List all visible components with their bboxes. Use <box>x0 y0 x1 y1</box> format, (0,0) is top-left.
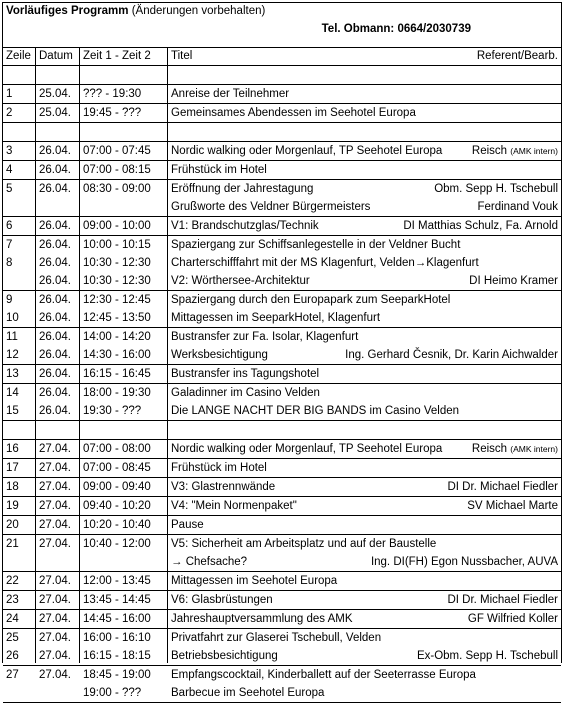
cell-zeit <box>83 591 151 609</box>
cell-zeit-line: 16:15 - 16:45 <box>83 368 151 380</box>
cell-referent-line: DI Dr. Michael Fiedler <box>447 594 558 606</box>
table-row <box>3 217 561 236</box>
cell-zeit <box>83 236 151 290</box>
referent-name: Reisch <box>471 443 511 455</box>
cell-titel <box>171 217 319 235</box>
cell-titel-line: Mittagessen im Seehotel Europa <box>171 575 338 587</box>
cell-datum-line: 26.04. <box>39 275 71 287</box>
cell-zeile-line: 8 <box>6 257 13 269</box>
table-row <box>3 384 561 421</box>
cell-zeit <box>83 666 151 702</box>
cell-zeit <box>83 629 151 665</box>
cell-zeile-line: 1 <box>6 88 13 100</box>
cell-titel-line: V5: Sicherheit am Arbeitsplatz und auf der Baustelle <box>171 538 437 550</box>
cell-titel <box>171 591 273 609</box>
cell-zeit <box>83 497 151 515</box>
cell-referent <box>417 629 558 665</box>
cell-zeit-line: 14:00 - 14:20 <box>83 331 151 343</box>
cell-zeile-line: 10 <box>6 312 19 324</box>
cell-zeile-line: 9 <box>6 294 13 306</box>
cell-zeile-line: 14 <box>6 387 19 399</box>
cell-titel-line: → Chefsache? <box>171 556 248 568</box>
cell-zeit-line: 07:00 - 07:45 <box>83 145 151 157</box>
cell-zeit <box>83 142 151 160</box>
cell-referent-line: Ing. Gerhard Česnik, Dr. Karin Aichwalder <box>345 349 558 361</box>
cell-zeit-line: 10:30 - 12:30 <box>83 275 151 287</box>
table-row <box>3 516 561 535</box>
cell-titel-line: V1: Brandschutzglas/Technik <box>171 220 319 232</box>
cell-titel-line: V6: Glasbrüstungen <box>171 594 273 606</box>
cell-zeit-line: 19:30 - ??? <box>83 405 142 417</box>
cell-zeit-line: 10:00 - 10:15 <box>83 239 151 251</box>
cell-zeit-line: 07:00 - 08:15 <box>83 164 151 176</box>
cell-referent-line <box>472 440 558 458</box>
cell-zeit <box>83 535 151 571</box>
cell-zeit <box>83 610 151 628</box>
cell-zeile <box>6 180 12 216</box>
referent-note: (AMK intern) <box>510 146 558 156</box>
program-title <box>6 5 265 17</box>
cell-referent-line: SV Michael Marte <box>467 500 558 512</box>
table-row <box>3 629 561 666</box>
cell-datum-line: 27.04. <box>39 538 71 550</box>
cell-titel-line: Nordic walking oder Morgenlauf, TP Seehotel Europa <box>171 443 443 455</box>
cell-datum <box>39 291 71 327</box>
cell-zeit <box>83 180 151 216</box>
cell-zeile <box>6 516 19 534</box>
cell-titel <box>171 104 416 122</box>
cell-titel <box>171 142 442 160</box>
cell-zeile-line: 3 <box>6 145 13 157</box>
cell-datum <box>39 217 71 235</box>
cell-zeile <box>6 478 19 496</box>
program-table <box>2 2 562 699</box>
cell-zeit <box>83 459 151 477</box>
cell-datum <box>39 142 71 160</box>
cell-titel-line: Bustransfer ins Tagungshotel <box>171 368 320 380</box>
cell-zeile-line: 22 <box>6 575 19 587</box>
cell-datum <box>39 666 71 702</box>
cell-datum <box>39 180 71 216</box>
cell-zeile <box>6 629 19 665</box>
program-title-note: (Änderungen vorbehalten) <box>128 5 266 17</box>
table-row <box>3 421 561 440</box>
table-row <box>3 440 561 459</box>
cell-titel-line: Pause <box>171 519 204 531</box>
cell-zeile <box>6 572 19 590</box>
cell-titel-line: Empfangscocktail, Kinderballett auf der Seeterrasse Europa <box>171 669 476 681</box>
cell-datum-line: 25.04. <box>39 88 71 100</box>
cell-titel <box>171 629 381 665</box>
cell-datum <box>39 236 71 290</box>
cell-zeile <box>6 459 19 477</box>
cell-zeile <box>6 161 12 179</box>
cell-datum <box>39 516 71 534</box>
cell-zeile-line: 11 <box>6 331 18 343</box>
cell-datum-line: 26.04. <box>39 331 71 343</box>
cell-referent-line: DI Dr. Michael Fiedler <box>447 481 558 493</box>
cell-datum-line: 27.04. <box>39 500 71 512</box>
cell-zeit-line: 09:00 - 09:40 <box>83 481 151 493</box>
cell-titel-line: Frühstück im Hotel <box>171 462 267 474</box>
cell-zeile <box>6 291 19 327</box>
col-header-zeit <box>83 47 151 65</box>
cell-titel <box>171 610 353 628</box>
table-row <box>3 591 561 610</box>
cell-zeit-line: 08:30 - 09:00 <box>83 183 151 195</box>
cell-titel <box>171 236 479 290</box>
cell-zeit <box>83 365 151 383</box>
cell-datum <box>39 85 71 103</box>
cell-referent <box>469 236 558 290</box>
table-header <box>3 3 561 48</box>
col-header-titel-text: Titel <box>171 50 193 62</box>
cell-datum-line: 26.04. <box>39 220 71 232</box>
cell-datum-line: 27.04. <box>39 613 71 625</box>
cell-zeit-line: 19:00 - ??? <box>83 687 142 699</box>
cell-datum <box>39 629 71 665</box>
cell-zeile <box>6 535 19 571</box>
cell-zeile <box>6 610 19 628</box>
cell-titel-line: Charterschifffahrt mit der MS Klagenfurt, Velden→Klagenfurt <box>171 257 479 269</box>
col-header-referent-text: Referent/Bearb. <box>476 50 558 62</box>
cell-zeit <box>83 478 151 496</box>
cell-datum-line: 26.04. <box>39 239 71 251</box>
cell-zeit-line: 10:20 - 10:40 <box>83 519 151 531</box>
cell-zeit <box>83 440 151 458</box>
cell-referent-line: Ferdinand Vouk <box>477 201 558 213</box>
cell-titel-line: Eröffnung der Jahrestagung <box>171 183 314 195</box>
col-header-titel <box>171 47 192 65</box>
cell-titel-line: V3: Glastrennwände <box>171 481 276 493</box>
cell-datum-line: 27.04. <box>39 594 71 606</box>
table-row <box>3 236 561 291</box>
cell-titel-line: Betriebsbesichtigung <box>171 650 278 662</box>
cell-zeile-line: 17 <box>6 462 19 474</box>
cell-zeit <box>83 516 151 534</box>
cell-datum <box>39 384 71 420</box>
cell-zeile-line: 18 <box>6 481 19 493</box>
cell-referent-line: DI Heimo Kramer <box>469 275 558 287</box>
cell-titel <box>171 459 267 477</box>
cell-titel <box>171 180 370 216</box>
cell-zeit <box>83 328 151 364</box>
cell-datum-line: 27.04. <box>39 632 71 644</box>
cell-referent-line: DI Matthias Schulz, Fa. Arnold <box>403 220 558 232</box>
cell-zeile <box>6 591 19 609</box>
cell-datum-line: 27.04. <box>39 650 71 662</box>
cell-referent-line <box>371 535 558 553</box>
table-row <box>3 365 561 384</box>
cell-datum <box>39 440 71 458</box>
cell-datum <box>39 572 71 590</box>
table-row <box>3 291 561 328</box>
cell-titel <box>171 291 450 327</box>
table-row <box>3 497 561 516</box>
cell-datum <box>39 104 71 122</box>
cell-datum <box>39 535 71 571</box>
cell-titel <box>171 516 204 534</box>
cell-datum-line: 26.04. <box>39 257 71 269</box>
cell-zeit-line: ??? - 19:30 <box>83 88 142 100</box>
table-row <box>3 66 561 85</box>
cell-titel-line: Anreise der Teilnehmer <box>171 88 290 100</box>
cell-zeit-line: 14:45 - 16:00 <box>83 613 151 625</box>
cell-zeit-line: 18:45 - 19:00 <box>83 669 151 681</box>
cell-datum <box>39 459 71 477</box>
cell-zeit-line: 16:15 - 18:15 <box>83 650 151 662</box>
cell-titel-line: Frühstück im Hotel <box>171 164 267 176</box>
cell-datum-line: 26.04. <box>39 349 71 361</box>
cell-zeit-line: 13:45 - 14:45 <box>83 594 151 606</box>
cell-zeile <box>6 236 12 290</box>
table-row <box>3 666 561 703</box>
cell-zeit <box>83 104 141 122</box>
cell-titel-line: Gemeinsames Abendessen im Seehotel Europa <box>171 107 416 119</box>
cell-referent <box>472 142 558 160</box>
cell-datum <box>39 591 71 609</box>
cell-zeile-line: 27 <box>6 669 19 681</box>
cell-zeile <box>6 440 19 458</box>
cell-zeit <box>83 85 141 103</box>
table-row <box>3 161 561 180</box>
cell-titel <box>171 666 476 702</box>
col-header-datum <box>39 47 73 65</box>
referent-note: (AMK intern) <box>510 444 558 454</box>
cell-referent-line <box>469 254 558 272</box>
cell-titel-line: Werksbesichtigung <box>171 349 268 361</box>
cell-zeit-line: 10:30 - 12:30 <box>83 257 151 269</box>
cell-referent-line: Ing. DI(FH) Egon Nussbacher, AUVA <box>370 556 558 568</box>
cell-titel-line: Grußworte des Veldner Bürgermeisters <box>171 201 371 213</box>
cell-referent-line: GF Wilfried Koller <box>467 613 558 625</box>
cell-datum-line <box>39 684 71 702</box>
cell-referent-line: Ex-Obm. Sepp H. Tschebull <box>416 650 558 662</box>
cell-titel-line: Mittagessen im SeeparkHotel, Klagenfurt <box>171 312 381 324</box>
cell-datum <box>39 365 71 383</box>
col-header-datum-text: Datum <box>39 50 73 62</box>
cell-titel-line: V2: Wörthersee-Architektur <box>171 275 310 287</box>
cell-titel <box>171 440 442 458</box>
cell-referent <box>345 328 558 364</box>
cell-zeit <box>83 217 151 235</box>
cell-titel <box>171 85 289 103</box>
cell-zeile-line: 15 <box>6 405 19 417</box>
cell-zeile-line: 7 <box>6 239 13 251</box>
cell-zeile-line: 2 <box>6 107 13 119</box>
cell-referent <box>468 610 558 628</box>
cell-referent <box>403 217 558 235</box>
col-header-referent <box>477 47 558 65</box>
cell-datum-line: 26.04. <box>39 183 71 195</box>
cell-datum <box>39 497 71 515</box>
cell-zeile <box>6 104 12 122</box>
cell-referent <box>447 591 558 609</box>
cell-zeile-line: 12 <box>6 349 19 361</box>
cell-zeit-line: 07:00 - 08:00 <box>83 443 151 455</box>
cell-datum-line: 26.04. <box>39 294 71 306</box>
cell-zeile <box>6 142 12 160</box>
cell-zeit-line: 18:00 - 19:30 <box>83 387 151 399</box>
table-row <box>3 142 561 161</box>
cell-titel <box>171 365 319 383</box>
cell-datum-line: 27.04. <box>39 481 71 493</box>
cell-titel <box>171 478 275 496</box>
cell-zeile-line: 5 <box>6 183 13 195</box>
cell-zeile-line: 21 <box>6 538 19 550</box>
cell-zeit-line: 09:40 - 10:20 <box>83 500 151 512</box>
table-row <box>3 104 561 123</box>
table-row <box>3 123 561 142</box>
cell-zeile <box>6 85 12 103</box>
cell-datum <box>39 610 71 628</box>
cell-referent <box>447 478 558 496</box>
cell-zeile <box>6 497 19 515</box>
cell-zeit-line: 12:30 - 12:45 <box>83 294 151 306</box>
cell-zeile <box>6 384 19 420</box>
cell-zeit <box>83 384 151 420</box>
cell-titel-line: Nordic walking oder Morgenlauf, TP Seehotel Europa <box>171 145 443 157</box>
cell-titel-line: Bustransfer zur Fa. Isolar, Klagenfurt <box>171 331 359 343</box>
cell-datum-line: 27.04. <box>39 575 71 587</box>
cell-titel <box>171 497 297 515</box>
cell-datum-line: 26.04. <box>39 405 71 417</box>
cell-zeit-line: 16:00 - 16:10 <box>83 632 151 644</box>
cell-titel-line: Die LANGE NACHT DER BIG BANDS im Casino Velden <box>171 405 460 417</box>
cell-zeit-line: 12:45 - 13:50 <box>83 312 151 324</box>
cell-referent-line: Obm. Sepp H. Tschebull <box>434 183 558 195</box>
cell-datum-line: 26.04. <box>39 368 71 380</box>
cell-titel-line: Barbecue im Seehotel Europa <box>171 687 325 699</box>
cell-zeile-line: 20 <box>6 519 19 531</box>
cell-titel-line: V4: "Mein Normenpaket" <box>171 500 297 512</box>
cell-datum-line: 27.04. <box>39 519 71 531</box>
cell-referent <box>371 535 558 571</box>
cell-zeile-line: 26 <box>6 650 19 662</box>
phone-contact: Tel. Obmann: 0664/2030739 <box>321 23 471 35</box>
cell-zeile-line: 4 <box>6 164 13 176</box>
cell-datum-line: 27.04. <box>39 462 71 474</box>
cell-zeile-line: 16 <box>6 443 19 455</box>
cell-zeile <box>6 328 19 364</box>
column-header-row <box>3 47 561 66</box>
cell-zeit-line: 07:00 - 08:45 <box>83 462 151 474</box>
cell-zeile <box>6 217 12 235</box>
table-row <box>3 610 561 629</box>
cell-datum <box>39 161 71 179</box>
cell-zeile <box>6 365 19 383</box>
cell-zeit-line: 09:00 - 10:00 <box>83 220 151 232</box>
cell-zeit <box>83 572 151 590</box>
cell-referent <box>467 497 558 515</box>
cell-zeile-line: 19 <box>6 500 19 512</box>
cell-zeile-line <box>6 684 19 702</box>
cell-titel-line: Spaziergang durch den Europapark zum SeeparkHotel <box>171 294 451 306</box>
cell-zeile-line: 24 <box>6 613 19 625</box>
cell-referent-line <box>472 142 558 160</box>
cell-referent <box>434 180 558 216</box>
cell-referent-line <box>469 236 558 254</box>
cell-zeit-line: 12:00 - 13:45 <box>83 575 151 587</box>
col-header-zeile <box>6 47 31 65</box>
cell-titel-line: Spaziergang zur Schiffsanlegestelle in der Veldner Bucht <box>171 239 461 251</box>
cell-zeile-line: 6 <box>6 220 13 232</box>
cell-titel <box>171 328 358 364</box>
cell-titel <box>171 572 337 590</box>
cell-zeile-line: 13 <box>6 368 19 380</box>
cell-zeit-line: 10:40 - 12:00 <box>83 538 151 550</box>
cell-zeit-line: 14:30 - 16:00 <box>83 349 151 361</box>
cell-zeit-line: 19:45 - ??? <box>83 107 142 119</box>
cell-titel-line: Galadinner im Casino Velden <box>171 387 320 399</box>
cell-zeit <box>83 291 151 327</box>
table-row <box>3 478 561 497</box>
cell-datum-line: 26.04. <box>39 145 71 157</box>
referent-name: Reisch <box>471 145 511 157</box>
cell-datum-line: 26.04. <box>39 164 71 176</box>
cell-datum-line: 27.04. <box>39 669 71 681</box>
cell-zeile-line: 25 <box>6 632 19 644</box>
cell-zeile <box>6 666 19 702</box>
cell-titel <box>171 384 459 420</box>
cell-zeit <box>83 161 151 179</box>
cell-datum-line: 27.04. <box>39 443 71 455</box>
cell-datum-line: 25.04. <box>39 107 71 119</box>
cell-zeile-line <box>6 272 12 290</box>
col-header-zeit-text: Zeit 1 - Zeit 2 <box>83 50 151 62</box>
cell-titel <box>171 161 267 179</box>
col-header-zeile-text: Zeile <box>6 50 31 62</box>
table-row <box>3 535 561 572</box>
cell-datum <box>39 478 71 496</box>
cell-referent-line <box>417 629 558 647</box>
cell-referent-line <box>345 328 558 346</box>
cell-referent <box>472 440 558 458</box>
cell-titel-line: Jahreshauptversammlung des AMK <box>171 613 353 625</box>
program-title-bold: Vorläufiges Programm <box>6 5 129 17</box>
cell-datum <box>39 328 71 364</box>
table-row <box>3 459 561 478</box>
table-row <box>3 85 561 104</box>
cell-zeile-line: 23 <box>6 594 19 606</box>
table-row <box>3 572 561 591</box>
table-row <box>3 328 561 365</box>
table-row <box>3 180 561 217</box>
cell-datum-line: 26.04. <box>39 312 71 324</box>
cell-datum-line: 26.04. <box>39 387 71 399</box>
cell-titel-line: Privatfahrt zur Glaserei Tschebull, Velden <box>171 632 382 644</box>
